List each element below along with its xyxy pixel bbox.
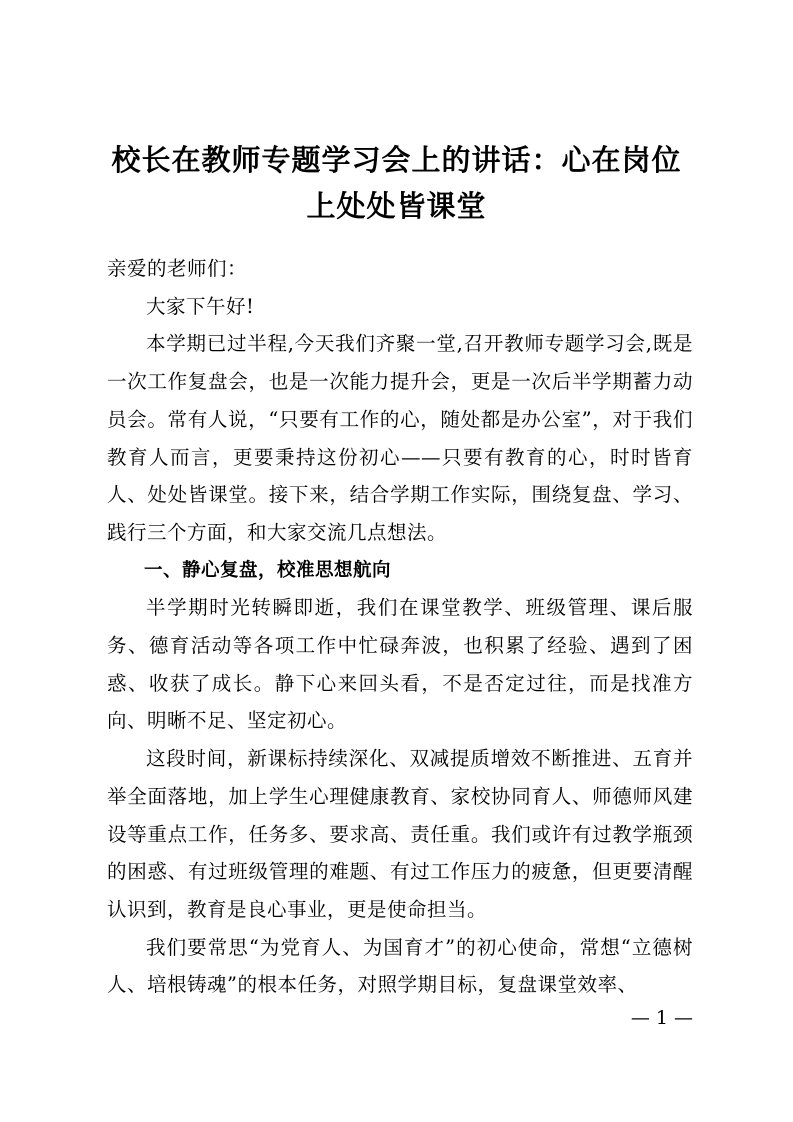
greeting: 大家下午好! [146, 294, 255, 318]
body-paragraph: 半学期时光转瞬即逝，我们在课堂教学、班级管理、课后服务、德育活动等各项工作中忙碌奔波，也积累了经验、遇到了困惑、收获了成长。静下心来回头看，不是否定过往，而是找准方向、明晰不足、坚定初心。 [107, 596, 693, 733]
body-paragraph: 我们要常思“为党育人、为国育才”的初心使命，常想“立德树人、培根铸魂”的根本任务，对照学期目标，复盘课堂效率、 [107, 935, 693, 997]
body-paragraph: 这段时间，新课标持续深化、双减提质增效不断推进、五育并举全面落地，加上学生心理健康教育、家校协同育人、师德师风建设等重点工作，任务多、要求高、责任重。我们或许有过教学瓶颈的困惑、有过班级管理的难题、有过工作压力的疲惫，但更要清醒认识到，教育是良心事业，更是使命担当。 [107, 747, 693, 921]
page-number: — 1 — [630, 1007, 693, 1029]
salutation: 亲爱的老师们： [107, 257, 248, 280]
body-paragraph: 本学期已过半程,今天我们齐聚一堂,召开教师专题学习会,既是一次工作复盘会，也是一次能力提升会，更是一次后半学期蓄力动员会。常有人说，“只要有工作的心，随处都是办公室”，对于我们教育人而言，更要秉持这份初心——只要有教育的心，时时皆育人、处处皆课堂。接下来，结合学期工作实际，围绕复盘、学习、践行三个方面，和大家交流几点想法。 [107, 332, 693, 544]
section-heading: 一、静心复盘，校准思想航向 [144, 559, 392, 581]
document-body [107, 250, 693, 1004]
document-title: 校长在教师专题学习会上的讲话：心在岗位上处处皆课堂 [111, 143, 682, 223]
